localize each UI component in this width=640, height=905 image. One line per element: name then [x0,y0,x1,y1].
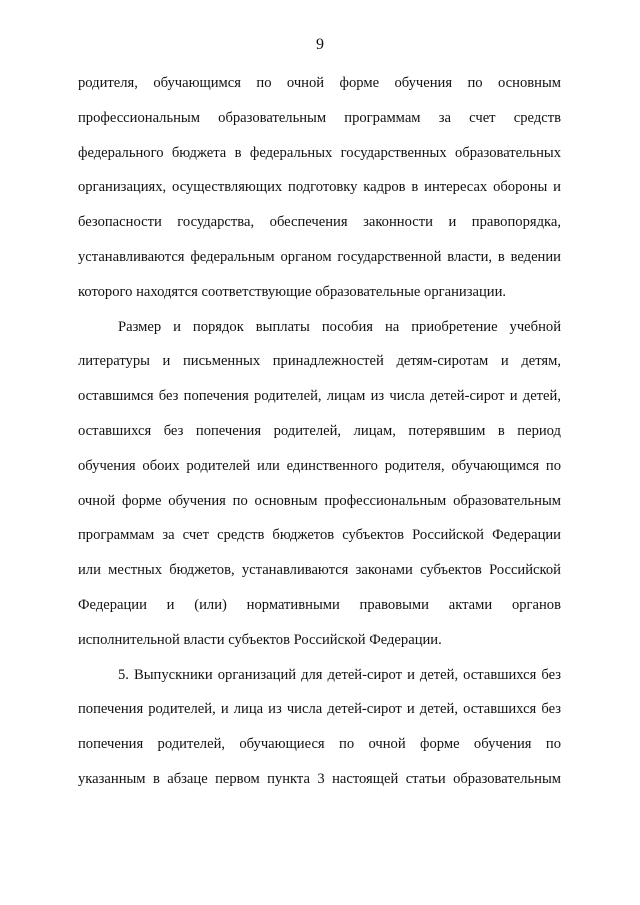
text-line: устанавливаются федеральным органом государственной власти, в ведении [78,248,561,265]
page-number: 9 [316,36,324,53]
text-line: литературы и письменных принадлежностей детям-сиротам и детям, [78,353,561,370]
text-line: очной форме обучения по основным профессиональным образовательным [78,492,561,509]
text-line: профессиональным образовательным программам за счет средств [78,109,561,126]
text-line: обучения обоих родителей или единственного родителя, обучающимся по [78,457,561,474]
text-line: которого находятся соответствующие образовательные организации. [78,283,507,300]
text-line: попечения родителей, и лица из числа детей-сирот и детей, оставшихся без [78,701,561,718]
paragraph-2 [78,310,561,658]
text-line: Размер и порядок выплаты пособия на приобретение учебной [118,318,561,335]
text-line: или местных бюджетов, устанавливаются законами субъектов Российской [78,562,561,579]
text-line: попечения родителей, обучающиеся по очной форме обучения по [78,736,561,753]
text-line: исполнительной власти субъектов Российской Федерации. [78,631,442,648]
paragraph-3 [78,658,561,797]
text-line: организациях, осуществляющих подготовку кадров в интересах обороны и [78,179,561,196]
document-body [78,66,561,797]
text-line: федерального бюджета в федеральных государственных образовательных [78,144,561,161]
text-line: программам за счет средств бюджетов субъектов Российской Федерации [78,527,561,544]
text-line: оставшимся без попечения родителей, лицам из числа детей-сирот и детей, [78,388,561,405]
text-line: указанным в абзаце первом пункта 3 настоящей статьи образовательным [78,770,561,787]
text-line: безопасности государства, обеспечения законности и правопорядка, [78,214,561,231]
text-line: 5. Выпускники организаций для детей-сирот и детей, оставшихся без [118,666,561,683]
text-line: Федерации и (или) нормативными правовыми актами органов [78,596,561,613]
text-line: оставшихся без попечения родителей, лицам, потерявшим в период [78,422,561,439]
text-line: родителя, обучающимся по очной форме обучения по основным [78,75,561,91]
paragraph-1 [78,66,561,310]
